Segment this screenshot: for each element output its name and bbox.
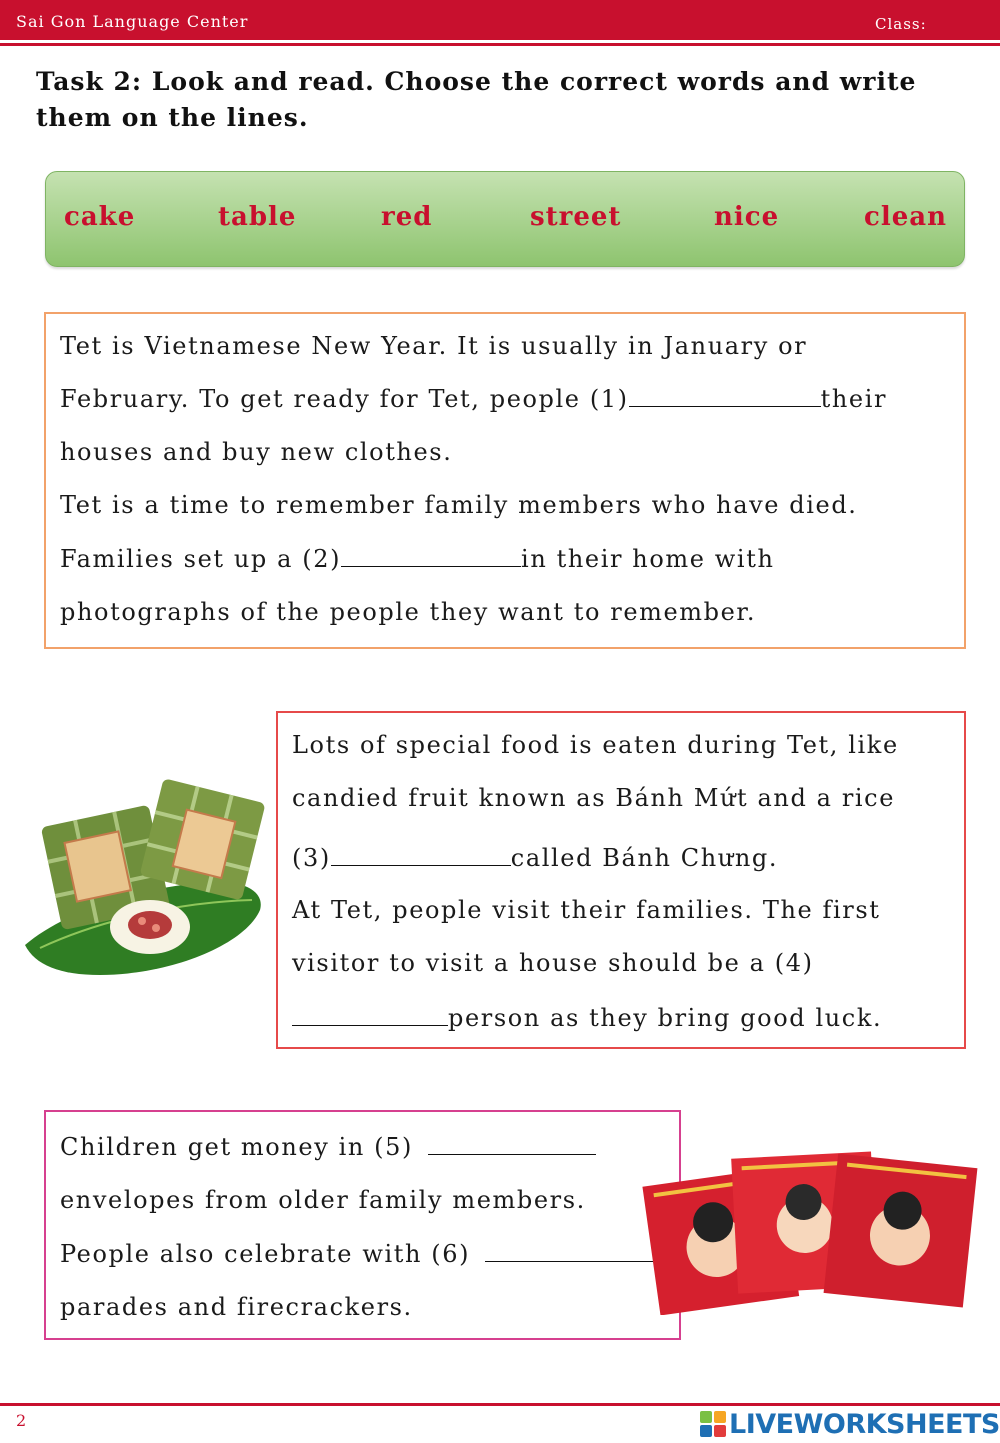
footer-divider [0,1403,1000,1406]
passage-text: (3) [292,844,331,872]
passage-line [60,384,887,414]
brand-logo [700,1407,1000,1441]
passage-box-1 [44,312,966,649]
word-bank [45,171,965,267]
answer-blank-4[interactable] [292,1003,448,1026]
passage-line [292,1003,882,1033]
liveworksheets-icon [700,1411,726,1437]
passage-box-3 [44,1110,681,1340]
passage-text: People also celebrate with (6) [60,1240,471,1268]
banh-chung-image [20,770,270,985]
passage-line: parades and firecrackers. [60,1293,413,1321]
passage-text: February. To get ready for Tet, people (1) [60,385,629,413]
passage-line: Lots of special food is eaten during Tet, like [292,731,899,759]
passage-text: Children get money in (5) [60,1133,413,1161]
passage-box-2 [276,711,966,1049]
word-bank-item[interactable]: street [530,202,622,232]
word-bank-item[interactable]: red [381,202,433,232]
answer-blank-2[interactable] [341,544,521,567]
brand-text: LIVEWORKSHEETS [729,1408,1000,1440]
passage-line: candied fruit known as Bánh Mứt and a rice [292,784,896,812]
passage-text: Families set up a (2) [60,545,342,573]
passage-text: called Bánh Chưng. [510,844,779,872]
answer-blank-6[interactable] [485,1239,653,1262]
red-envelopes-image [640,1140,985,1315]
page-number: 2 [16,1411,27,1430]
passage-text: in their home with [521,545,775,573]
passage-line [60,1239,653,1269]
passage-text: their [820,385,888,413]
passage-line: envelopes from older family members. [60,1186,586,1214]
answer-blank-3[interactable] [331,843,511,866]
passage-line [292,843,778,873]
passage-line: At Tet, people visit their families. The first [292,896,881,924]
passage-line: Tet is Vietnamese New Year. It is usually in January or [60,332,808,360]
passage-line: visitor to visit a house should be a (4) [292,949,814,977]
center-name: Sai Gon Language Center [16,12,249,31]
answer-blank-5[interactable] [428,1132,596,1155]
task-title: Task 2: Look and read. Choose the correct words and write them on the lines. [36,67,917,132]
passage-line: photographs of the people they want to remember. [60,598,757,626]
passage-text: person as they bring good luck. [448,1004,883,1032]
word-bank-item[interactable]: cake [64,202,136,232]
word-bank-item[interactable]: table [218,202,297,232]
passage-line: houses and buy new clothes. [60,438,453,466]
answer-blank-1[interactable] [629,384,821,407]
class-label: Class: [875,15,927,33]
word-bank-item[interactable]: clean [864,202,947,232]
passage-line: Tet is a time to remember family members who have died. [60,491,858,519]
header-divider [0,43,1000,46]
word-bank-item[interactable]: nice [714,202,780,232]
passage-line [60,544,775,574]
passage-line [60,1132,596,1162]
